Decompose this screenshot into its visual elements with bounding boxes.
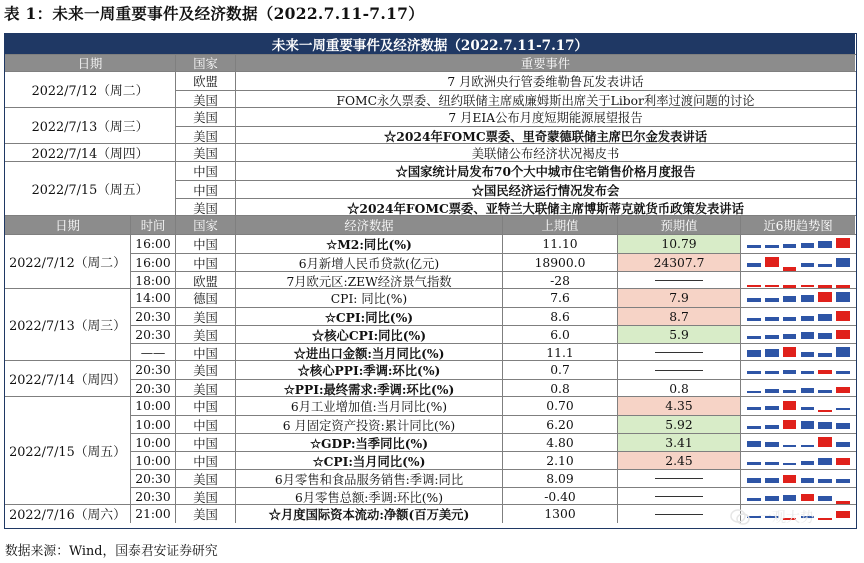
indicator-name: 6月零售总额:季调:环比(%) xyxy=(235,488,502,505)
trend-bar xyxy=(747,371,761,374)
trend-bar xyxy=(783,463,797,465)
trend-bar xyxy=(818,437,832,447)
event-country: 美国 xyxy=(175,91,235,108)
data-row xyxy=(130,379,856,397)
release-time: 16:00 xyxy=(130,235,175,253)
event-row xyxy=(175,108,856,126)
previous-value: -28 xyxy=(502,272,617,289)
release-time: 10:00 xyxy=(130,397,175,415)
header-forecast: 预期值 xyxy=(617,216,740,234)
indicator-name: ☆CPI:同比(%) xyxy=(235,308,502,325)
indicator-name: 7月欧元区:ZEW经济景气指数 xyxy=(235,272,502,289)
data-country: 美国 xyxy=(175,326,235,343)
data-country: 中国 xyxy=(175,344,235,361)
event-row xyxy=(175,126,856,144)
trend-bar xyxy=(765,298,779,302)
event-row xyxy=(175,162,856,180)
event-row xyxy=(175,180,856,198)
empty-dash xyxy=(655,514,703,515)
previous-value: 1300 xyxy=(502,505,617,523)
previous-value: 8.6 xyxy=(502,308,617,325)
table-caption: 表 1：未来一周重要事件及经济数据（2022.7.11-7.17） xyxy=(4,4,425,23)
empty-dash xyxy=(655,280,703,281)
trend-bar xyxy=(818,370,832,374)
trend-bar xyxy=(836,442,850,447)
trend-bar xyxy=(818,314,832,321)
trend-bar xyxy=(818,292,832,302)
event-text: 7 月EIA公布月度短期能源展望报告 xyxy=(235,108,855,126)
trend-bar xyxy=(801,263,815,267)
release-time: 21:00 xyxy=(130,505,175,523)
events-data-table xyxy=(4,33,857,529)
trend-bar xyxy=(783,475,797,483)
release-time: 10:00 xyxy=(130,452,175,469)
data-group xyxy=(5,234,856,288)
trend-bar xyxy=(765,406,779,410)
trend-bar xyxy=(818,353,832,357)
trend-bar xyxy=(836,479,850,483)
trend-bar xyxy=(801,352,815,357)
trend-bar xyxy=(801,371,815,374)
previous-value: 11.10 xyxy=(502,235,617,253)
release-time: 14:00 xyxy=(130,289,175,307)
trend-sparkline xyxy=(740,452,855,469)
empty-dash xyxy=(655,496,703,497)
forecast-value: 0.8 xyxy=(617,380,740,397)
trend-bar xyxy=(783,244,797,248)
release-time: 18:00 xyxy=(130,272,175,289)
trend-bar xyxy=(765,425,779,429)
events-header-row xyxy=(5,54,856,71)
release-time: 16:00 xyxy=(130,254,175,271)
trend-bar xyxy=(747,426,761,429)
trend-bar xyxy=(765,285,779,287)
forecast-value xyxy=(617,470,740,487)
data-group xyxy=(5,396,856,504)
data-row xyxy=(130,235,856,253)
event-country: 美国 xyxy=(175,199,235,216)
event-country: 中国 xyxy=(175,162,235,180)
trend-bar xyxy=(765,317,779,321)
data-date: 2022/7/12（周二） xyxy=(9,256,126,271)
trend-bar xyxy=(801,388,815,393)
previous-value: 6.20 xyxy=(502,416,617,433)
event-group xyxy=(5,107,856,143)
trend-bar xyxy=(801,421,815,429)
trend-bar xyxy=(836,458,850,465)
event-text: ☆2024年FOMC票委、里奇蒙德联储主席巴尔金发表讲话 xyxy=(235,127,855,144)
event-country: 欧盟 xyxy=(175,72,235,90)
trend-bar xyxy=(765,478,779,484)
trend-sparkline xyxy=(740,397,855,415)
event-date: 2022/7/12（周二） xyxy=(31,84,149,99)
trend-bar xyxy=(801,295,815,302)
event-group xyxy=(5,71,856,107)
trend-bar xyxy=(747,318,761,321)
table-title: 未来一周重要事件及经济数据（2022.7.11-7.17） xyxy=(5,34,855,54)
forecast-value xyxy=(617,272,740,289)
data-group xyxy=(5,288,856,360)
trend-bar xyxy=(801,494,815,501)
header-time: 时间 xyxy=(130,216,175,234)
watermark xyxy=(730,506,850,528)
data-row xyxy=(130,289,856,307)
trend-bar xyxy=(783,370,797,374)
data-row xyxy=(130,253,856,271)
trend-sparkline xyxy=(740,434,855,451)
indicator-name: CPI: 同比(%) xyxy=(235,289,502,307)
release-time: 20:30 xyxy=(130,470,175,487)
trend-bar xyxy=(747,391,761,393)
event-row xyxy=(175,198,856,216)
trend-bar xyxy=(783,347,797,357)
forecast-value: 8.7 xyxy=(617,308,740,325)
data-row xyxy=(130,451,856,469)
trend-bar xyxy=(783,317,797,321)
previous-value: 11.1 xyxy=(502,344,617,361)
previous-value: 0.7 xyxy=(502,361,617,379)
trend-bar xyxy=(836,371,850,374)
empty-dash xyxy=(655,370,703,371)
data-row xyxy=(130,343,856,361)
data-date: 2022/7/14（周四） xyxy=(9,373,126,388)
previous-value: 8.09 xyxy=(502,470,617,487)
data-country: 美国 xyxy=(175,470,235,487)
previous-value: 0.70 xyxy=(502,397,617,415)
trend-bar xyxy=(783,401,797,410)
header-event: 重要事件 xyxy=(235,55,855,71)
data-country: 中国 xyxy=(175,416,235,433)
forecast-value: 10.79 xyxy=(617,235,740,253)
trend-bar xyxy=(747,441,761,447)
data-country: 美国 xyxy=(175,361,235,379)
trend-bar xyxy=(783,296,797,302)
trend-bar xyxy=(801,445,815,447)
trend-bar xyxy=(747,263,761,267)
event-text: ☆国家统计局发布70个大中城市住宅销售价格月度报告 xyxy=(235,162,855,180)
trend-bar xyxy=(747,285,761,287)
data-country: 德国 xyxy=(175,289,235,307)
trend-bar xyxy=(801,243,815,249)
trend-bar xyxy=(747,245,761,248)
trend-sparkline xyxy=(740,488,855,505)
trend-bar xyxy=(836,238,850,248)
trend-bar xyxy=(783,390,797,393)
trend-bar xyxy=(765,335,779,339)
release-time: 20:30 xyxy=(130,308,175,325)
trend-bar xyxy=(836,330,850,340)
data-country: 中国 xyxy=(175,434,235,451)
wechat-icon xyxy=(730,508,750,526)
data-row xyxy=(130,433,856,451)
release-time: —— xyxy=(130,344,175,361)
trend-sparkline xyxy=(740,470,855,487)
data-country: 中国 xyxy=(175,452,235,469)
trend-bar xyxy=(801,461,815,465)
watermark-text: 一观大势 xyxy=(758,510,814,526)
trend-bar xyxy=(765,496,779,502)
trend-bar xyxy=(765,462,779,465)
event-text: ☆2024年FOMC票委、亚特兰大联储主席博斯蒂克就货币政策发表讲话 xyxy=(235,199,855,216)
empty-dash xyxy=(655,352,703,353)
previous-value: -0.40 xyxy=(502,488,617,505)
trend-bar xyxy=(783,445,797,447)
previous-value: 4.80 xyxy=(502,434,617,451)
forecast-value: 4.35 xyxy=(617,397,740,415)
forecast-value xyxy=(617,344,740,361)
indicator-name: ☆核心PPI:季调:环比(%) xyxy=(235,361,502,379)
data-group xyxy=(5,504,856,522)
indicator-name: ☆月度国际资本流动:净额(百万美元) xyxy=(235,505,502,523)
header-country: 国家 xyxy=(175,216,235,234)
indicator-name: ☆M2:同比(%) xyxy=(235,235,502,253)
data-country: 美国 xyxy=(175,488,235,505)
trend-bar xyxy=(765,442,779,447)
data-country: 中国 xyxy=(175,397,235,415)
release-time: 20:30 xyxy=(130,380,175,397)
trend-sparkline xyxy=(740,326,855,343)
trend-bar xyxy=(818,410,832,412)
trend-bar xyxy=(818,422,832,429)
event-text: ☆国民经济运行情况发布会 xyxy=(235,181,855,198)
event-group xyxy=(5,143,856,161)
empty-dash xyxy=(655,478,703,479)
trend-sparkline xyxy=(740,416,855,433)
indicator-name: ☆核心CPI:同比(%) xyxy=(235,326,502,343)
event-country: 美国 xyxy=(175,108,235,126)
trend-bar xyxy=(783,495,797,501)
trend-sparkline xyxy=(740,289,855,307)
data-date: 2022/7/15（周五） xyxy=(9,445,126,460)
trend-bar xyxy=(818,390,832,393)
trend-bar xyxy=(765,257,779,267)
trend-sparkline xyxy=(740,235,855,253)
data-row xyxy=(130,307,856,325)
release-time: 20:30 xyxy=(130,326,175,343)
header-trend: 近6期趋势图 xyxy=(740,216,855,234)
event-text: FOMC永久票委、纽约联储主席威廉姆斯出席关于Libor利率过渡问题的讨论 xyxy=(235,91,855,108)
forecast-value: 5.9 xyxy=(617,326,740,343)
trend-bar xyxy=(818,333,832,339)
event-row xyxy=(175,72,856,90)
trend-bar xyxy=(801,332,815,339)
data-country: 欧盟 xyxy=(175,272,235,289)
data-row xyxy=(130,361,856,379)
indicator-name: 6月零售和食品服务销售:季调:同比 xyxy=(235,470,502,487)
data-row xyxy=(130,487,856,505)
trend-bar xyxy=(747,498,761,501)
event-date: 2022/7/14（周四） xyxy=(31,147,149,161)
trend-bar xyxy=(765,389,779,393)
header-date: 日期 xyxy=(5,55,175,71)
indicator-name: ☆PPI:最终需求:季调:环比(%) xyxy=(235,380,502,397)
event-row xyxy=(175,90,856,108)
trend-bar xyxy=(765,349,779,357)
data-country: 中国 xyxy=(175,235,235,253)
data-country: 美国 xyxy=(175,505,235,523)
indicator-name: 6月新增人民币贷款(亿元) xyxy=(235,254,502,271)
trend-bar xyxy=(747,478,761,483)
event-country: 美国 xyxy=(175,144,235,162)
forecast-value xyxy=(617,505,740,523)
trend-bar xyxy=(818,458,832,465)
indicator-name: ☆CPI:当月同比(%) xyxy=(235,452,502,469)
trend-bar xyxy=(818,496,832,501)
data-row xyxy=(130,271,856,289)
trend-bar xyxy=(818,264,832,267)
data-country: 美国 xyxy=(175,380,235,397)
trend-bar xyxy=(836,311,850,322)
data-row xyxy=(130,469,856,487)
trend-sparkline xyxy=(740,254,855,271)
trend-bar xyxy=(801,407,815,410)
trend-bar xyxy=(836,423,850,429)
previous-value: 2.10 xyxy=(502,452,617,469)
trend-bar xyxy=(747,350,761,357)
data-date: 2022/7/13（周三） xyxy=(9,319,126,334)
forecast-value: 7.9 xyxy=(617,289,740,307)
table-title-row xyxy=(5,34,856,54)
data-row xyxy=(130,397,856,415)
data-row xyxy=(130,415,856,433)
trend-bar xyxy=(783,334,797,339)
indicator-name: ☆进出口金额:当月同比(%) xyxy=(235,344,502,361)
trend-sparkline xyxy=(740,344,855,361)
header-country: 国家 xyxy=(175,55,235,71)
trend-sparkline xyxy=(740,308,855,325)
indicator-name: 6 月固定资产投资:累计同比(%) xyxy=(235,416,502,433)
trend-bar xyxy=(747,336,761,339)
trend-bar xyxy=(747,298,761,302)
event-date: 2022/7/13（周三） xyxy=(31,120,149,135)
trend-bar xyxy=(836,292,850,302)
trend-bar xyxy=(818,479,832,483)
release-time: 20:30 xyxy=(130,488,175,505)
release-time: 20:30 xyxy=(130,361,175,379)
forecast-value xyxy=(617,361,740,379)
previous-value: 18900.0 xyxy=(502,254,617,271)
trend-bar xyxy=(836,387,850,393)
release-time: 10:00 xyxy=(130,416,175,433)
release-time: 10:00 xyxy=(130,434,175,451)
data-country: 美国 xyxy=(175,308,235,325)
event-text: 美联储公布经济状况褐皮书 xyxy=(235,144,855,162)
trend-sparkline xyxy=(740,361,855,379)
forecast-value: 3.41 xyxy=(617,434,740,451)
header-date: 日期 xyxy=(5,216,130,234)
data-header-row xyxy=(5,215,856,234)
trend-bar xyxy=(801,478,815,484)
forecast-value xyxy=(617,488,740,505)
event-date: 2022/7/15（周五） xyxy=(31,183,149,198)
data-country: 中国 xyxy=(175,254,235,271)
indicator-name: ☆GDP:当季同比(%) xyxy=(235,434,502,451)
trend-bar xyxy=(765,245,779,248)
data-group xyxy=(5,360,856,396)
forecast-value: 24307.7 xyxy=(617,254,740,271)
trend-bar xyxy=(801,316,815,321)
trend-bar xyxy=(747,462,761,465)
previous-value: 0.8 xyxy=(502,380,617,397)
trend-bar xyxy=(747,407,761,410)
indicator-name: 6月工业增加值:当月同比(%) xyxy=(235,397,502,415)
event-country: 美国 xyxy=(175,127,235,144)
header-previous: 上期值 xyxy=(502,216,617,234)
forecast-value: 5.92 xyxy=(617,416,740,433)
header-indicator: 经济数据 xyxy=(235,216,502,234)
trend-bar xyxy=(836,347,850,357)
trend-bar xyxy=(783,420,797,430)
data-date: 2022/7/16（周六） xyxy=(9,508,126,522)
trend-sparkline xyxy=(740,272,855,289)
event-row xyxy=(175,144,856,162)
trend-bar xyxy=(765,371,779,374)
previous-value: 7.6 xyxy=(502,289,617,307)
trend-bar xyxy=(836,258,850,268)
event-text: 7 月欧洲央行管委维勒鲁瓦发表讲话 xyxy=(235,72,855,90)
trend-bar xyxy=(818,241,832,248)
forecast-value: 2.45 xyxy=(617,452,740,469)
source-note: 数据来源：Wind，国泰君安证券研究 xyxy=(5,544,218,559)
trend-sparkline xyxy=(740,380,855,397)
trend-bar xyxy=(836,408,850,410)
data-row xyxy=(130,325,856,343)
event-country: 中国 xyxy=(175,181,235,198)
event-group xyxy=(5,161,856,215)
previous-value: 6.0 xyxy=(502,326,617,343)
